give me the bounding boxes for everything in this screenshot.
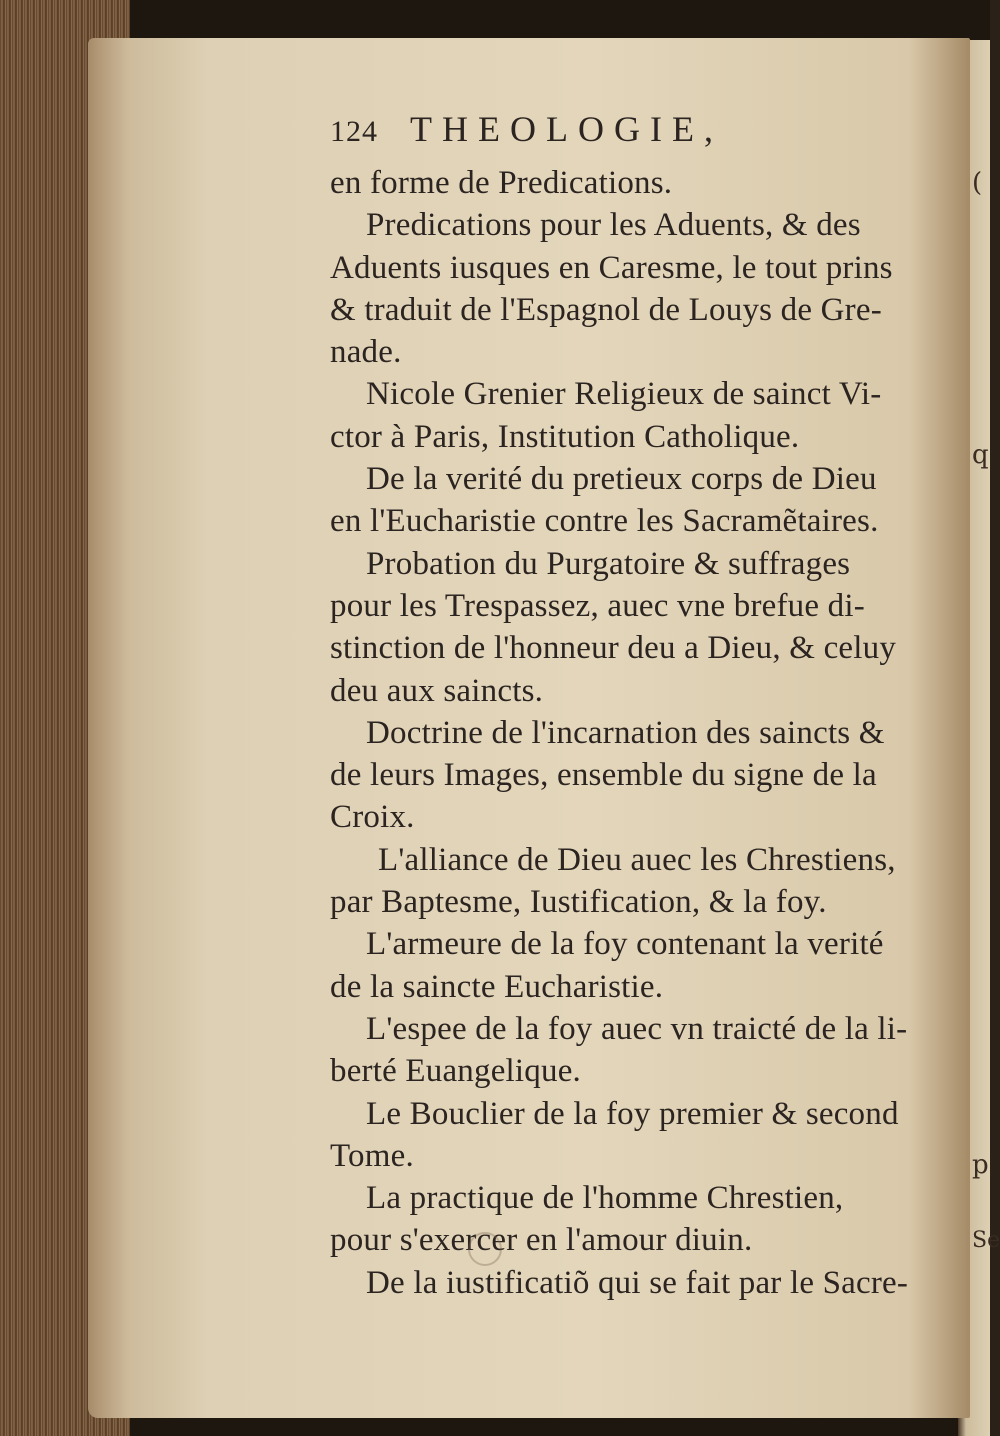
text-line: De la verité du pretieux corps de Dieu [366,461,877,498]
page-text [330,108,930,1304]
text-line: Tome. [330,1137,414,1174]
facing-page-glyph: Se [972,1228,1000,1253]
text-line: Predications pour les Aduents, & des [366,207,861,244]
text-line: de la saincte Eucharistie. [330,968,664,1005]
text-line: Doctrine de l'incarnation des saincts & [366,714,885,751]
text-line: de leurs Images, ensemble du signe de la [330,757,877,794]
text-line: Probation du Purgatoire & suffrages [366,545,851,582]
text-line: La practique de l'homme Chrestien, [366,1180,844,1217]
text-line: Nicole Grenier Religieux de sainct Vi- [366,376,882,413]
text-line: berté Euangelique. [330,1053,581,1090]
text-line: Croix. [330,799,415,836]
facing-page-glyph: ( [972,168,983,198]
running-head: THEOLOGIE, [410,109,723,149]
facing-page-glyph: p [972,1150,989,1180]
text-line: pour les Trespassez, auec vne brefue di- [330,587,865,624]
text-line: par Baptesme, Iustification, & la foy. [330,884,827,921]
faint-mark [468,1232,502,1266]
text-line: Le Bouclier de la foy premier & second [366,1095,899,1132]
text-line: L'alliance de Dieu auec les Chrestiens, [378,841,896,878]
text-line: pour s'exercer en l'amour diuin. [330,1222,753,1259]
text-line: deu aux saincts. [330,672,544,709]
page-number: 124 [330,115,378,148]
facing-page-glyph: q [972,440,989,470]
text-line: L'armeure de la foy contenant la verité [366,926,884,963]
text-line: stinction de l'honneur deu a Dieu, & celuy [330,630,897,667]
text-line: L'espee de la foy auec vn traicté de la li- [366,1010,908,1047]
text-line: en forme de Predications. [330,165,673,201]
text-line: Aduents iusques en Caresme, le tout prins [330,249,893,286]
text-line: en l'Eucharistie contre les Sacramẽtaires. [330,503,879,540]
text-line: ctor à Paris, Institution Catholique. [330,418,800,455]
page-header [330,108,930,162]
text-line: & traduit de l'Espagnol de Louys de Gre- [330,291,882,328]
text-line: nade. [330,334,402,371]
text-line: De la iustificatiõ qui se fait par le Sacre- [366,1264,909,1301]
